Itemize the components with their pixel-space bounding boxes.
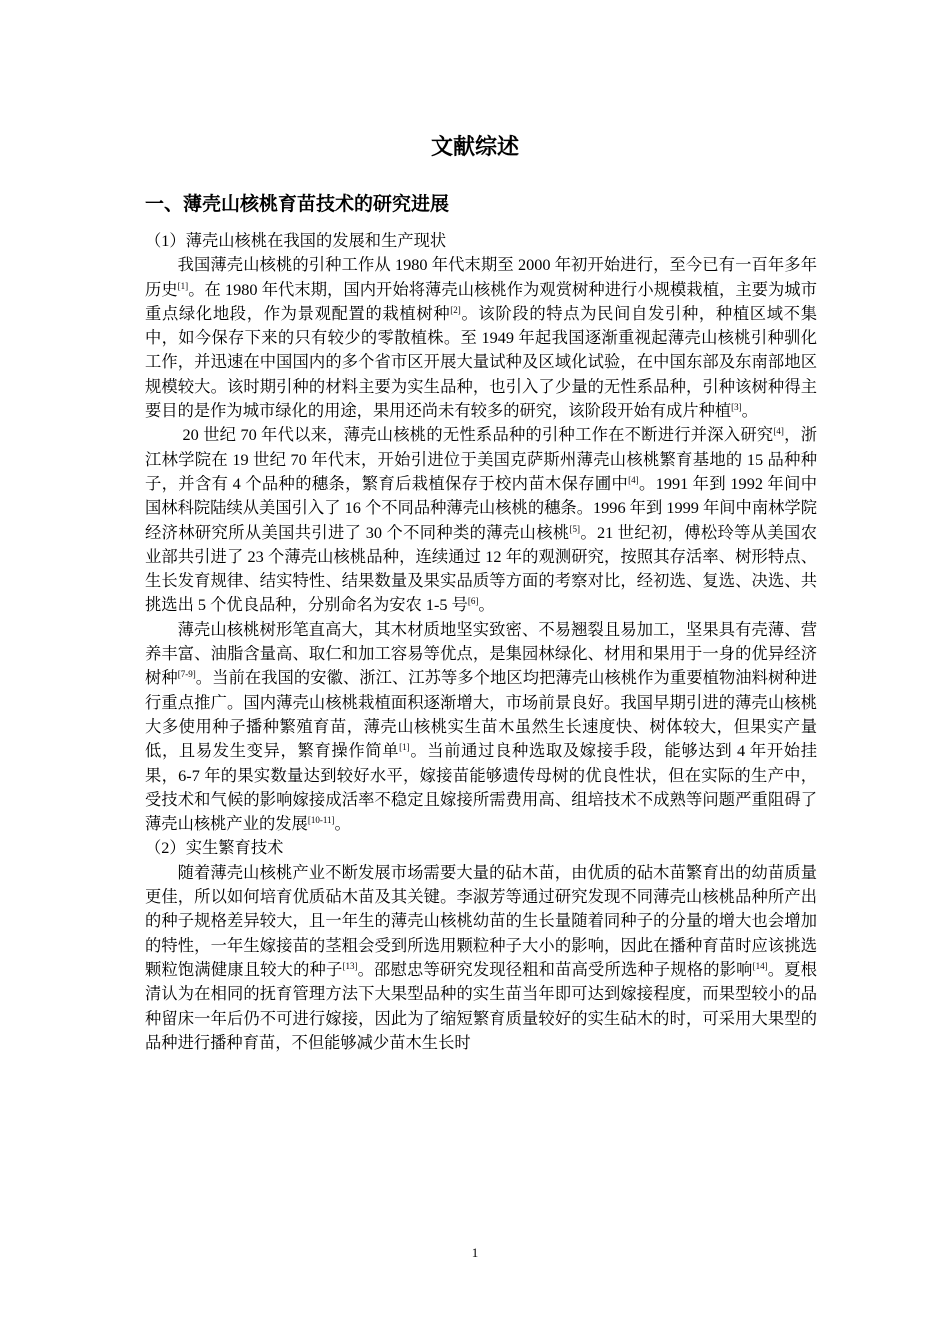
text-run: 20 世纪 70 年代以来，薄壳山核桃的无性系品种的引种工作在不断进行并深入研究 bbox=[182, 425, 774, 445]
text-run: 。邵慰忠等研究发现径粗和苗高受所选种子规格的影响 bbox=[357, 959, 753, 979]
text-run: 。 bbox=[478, 595, 495, 615]
citation-ref: [5] bbox=[569, 523, 580, 534]
text-run: 。在 1980 年代末期，国内开始将薄壳山核桃作为观赏树种进行小规模栽植，主要为城市重点绿化地段，作为景观配置的栽植树种 bbox=[145, 279, 817, 323]
citation-ref: [1] bbox=[399, 742, 410, 753]
text-run: 。21 世纪初，傅松玲等从美国农业部共引进了 23 个薄壳山核桃品种，连续通过 12 年的观测研究，按照其存活率、树形特点、生长发育规律、结实特性、结果数量及果实品质等方面的考察对比，经初选、复选、决选、共挑选出 5 个优良品种，分别命名为安农 1-5 号 bbox=[145, 522, 817, 615]
document-body bbox=[145, 229, 817, 1055]
paragraph-1 bbox=[145, 253, 817, 423]
paragraph-4 bbox=[145, 861, 817, 1055]
citation-ref: [1] bbox=[177, 280, 189, 291]
text-run: 。 bbox=[741, 401, 758, 421]
text-run: 。 bbox=[334, 814, 351, 834]
paragraph-3 bbox=[145, 618, 817, 837]
citation-ref: [6] bbox=[467, 596, 479, 607]
text-run: 。1991 年到 1992 年间中国林科院陆续从美国引入了 16 个不同品种薄壳山核桃的穗条。1996 年到 1999 年间中南林学院经济林研究所从美国共引进了 30 个不同种类的薄壳山核桃 bbox=[145, 473, 817, 542]
text-run: ，浙江林学院在 19 世纪 70 年代末，开始引进位于美国克萨斯州薄壳山核桃繁育基地的 15 品种种子，并含有 4 个品种的穗条，繁育后栽植保存于校内苗木保存圃中 bbox=[145, 425, 817, 493]
paragraph-2 bbox=[145, 423, 817, 617]
text-run: 薄壳山核桃树形笔直高大，其木材质地坚实致密、不易翘裂且易加工，坚果具有壳薄、营养丰富、油脂含量高、取仁和加工容易等优点，是集园林绿化、材用和果用于一身的优异经济树种 bbox=[145, 619, 817, 688]
citation-ref: [7-9] bbox=[177, 669, 196, 680]
text-run: 随着薄壳山核桃产业不断发展市场需要大量的砧木苗，由优质的砧木苗繁育出的幼苗质量更佳，所以如何培育优质砧木苗及其关键。李淑芳等通过研究发现不同薄壳山核桃品种所产出的种子规格差异较大，且一年生的薄壳山核桃幼苗的生长量随着同种子的分量的增大也会增加的特性，一年生嫁接苗的茎粗会受到所选用颗粒种子大小的影响，因此在播种育苗时应该挑选颗粒饱满健康且较大的种子 bbox=[145, 862, 817, 979]
text-run: 。夏根清认为在相同的抚育管理方法下大果型品种的实生苗当年即可达到嫁接程度，而果型较小的品种留床一年后仍不可进行嫁接，因此为了缩短繁育质量较好的实生砧木的时，可采用大果型的品种进行播种育苗，不但能够减少苗木生长时 bbox=[145, 959, 817, 1052]
citation-ref: [2] bbox=[450, 304, 461, 315]
text-run: 我国薄壳山核桃的引种工作从 1980 年代末期至 2000 年初开始进行，至今已有一百年多年历史 bbox=[145, 255, 817, 299]
subsection-heading-1: （1）薄壳山核桃在我国的发展和生产现状 bbox=[145, 231, 447, 250]
text-run: 。该阶段的特点为民间自发引种，种植区域不集中，如今保存下来的只有较少的零散植株。至 1949 年起我国逐渐重视起薄壳山核桃引种驯化工作，并迅速在中国国内的多个省市区开展大量试种及区域化试验，在中国东部及东南部地区规模较大。该时期引种的材料主要为实生品种，也引入了少量的无性系品种，引种该树种得主要目的是作为城市绿化的用途，果用还尚未有较多的研究，该阶段开始有成片种植 bbox=[145, 303, 817, 421]
citation-ref: [4] bbox=[773, 426, 784, 437]
citation-ref: [13] bbox=[342, 960, 358, 971]
section-heading: 一、薄壳山核桃育苗技术的研究进展 bbox=[145, 193, 450, 215]
page-title: 文献综述 bbox=[430, 135, 519, 160]
subsection-heading-2: （2）实生繁育技术 bbox=[145, 838, 284, 858]
citation-ref: [3] bbox=[731, 402, 742, 413]
citation-ref: [14] bbox=[752, 960, 768, 971]
citation-ref: [10-11] bbox=[307, 815, 335, 826]
citation-ref: [4] bbox=[628, 474, 639, 485]
text-run: 。当前在我国的安徽、浙江、江苏等多个地区均把薄壳山核桃作为重要植物油料树种进行重点推广。国内薄壳山核桃栽植面积逐渐增大，市场前景良好。我国早期引进的薄壳山核桃大多使用种子播种繁殖育苗，薄壳山核桃实生苗木虽然生长速度快、树体较大，但果实产量低，且易发生变异，繁育操作简单 bbox=[145, 668, 817, 761]
text-run: 。当前通过良种选取及嫁接手段，能够达到 4 年开始挂果，6-7 年的果实数量达到较好水平，嫁接苗能够遗传母树的优良性状，但在实际的生产中，受技术和气候的影响嫁接成活率不稳定且嫁接所需费用高、组培技术不成熟等问题严重阻碍了薄壳山核桃产业的发展 bbox=[145, 741, 817, 834]
page-number: 1 bbox=[471, 1245, 479, 1260]
